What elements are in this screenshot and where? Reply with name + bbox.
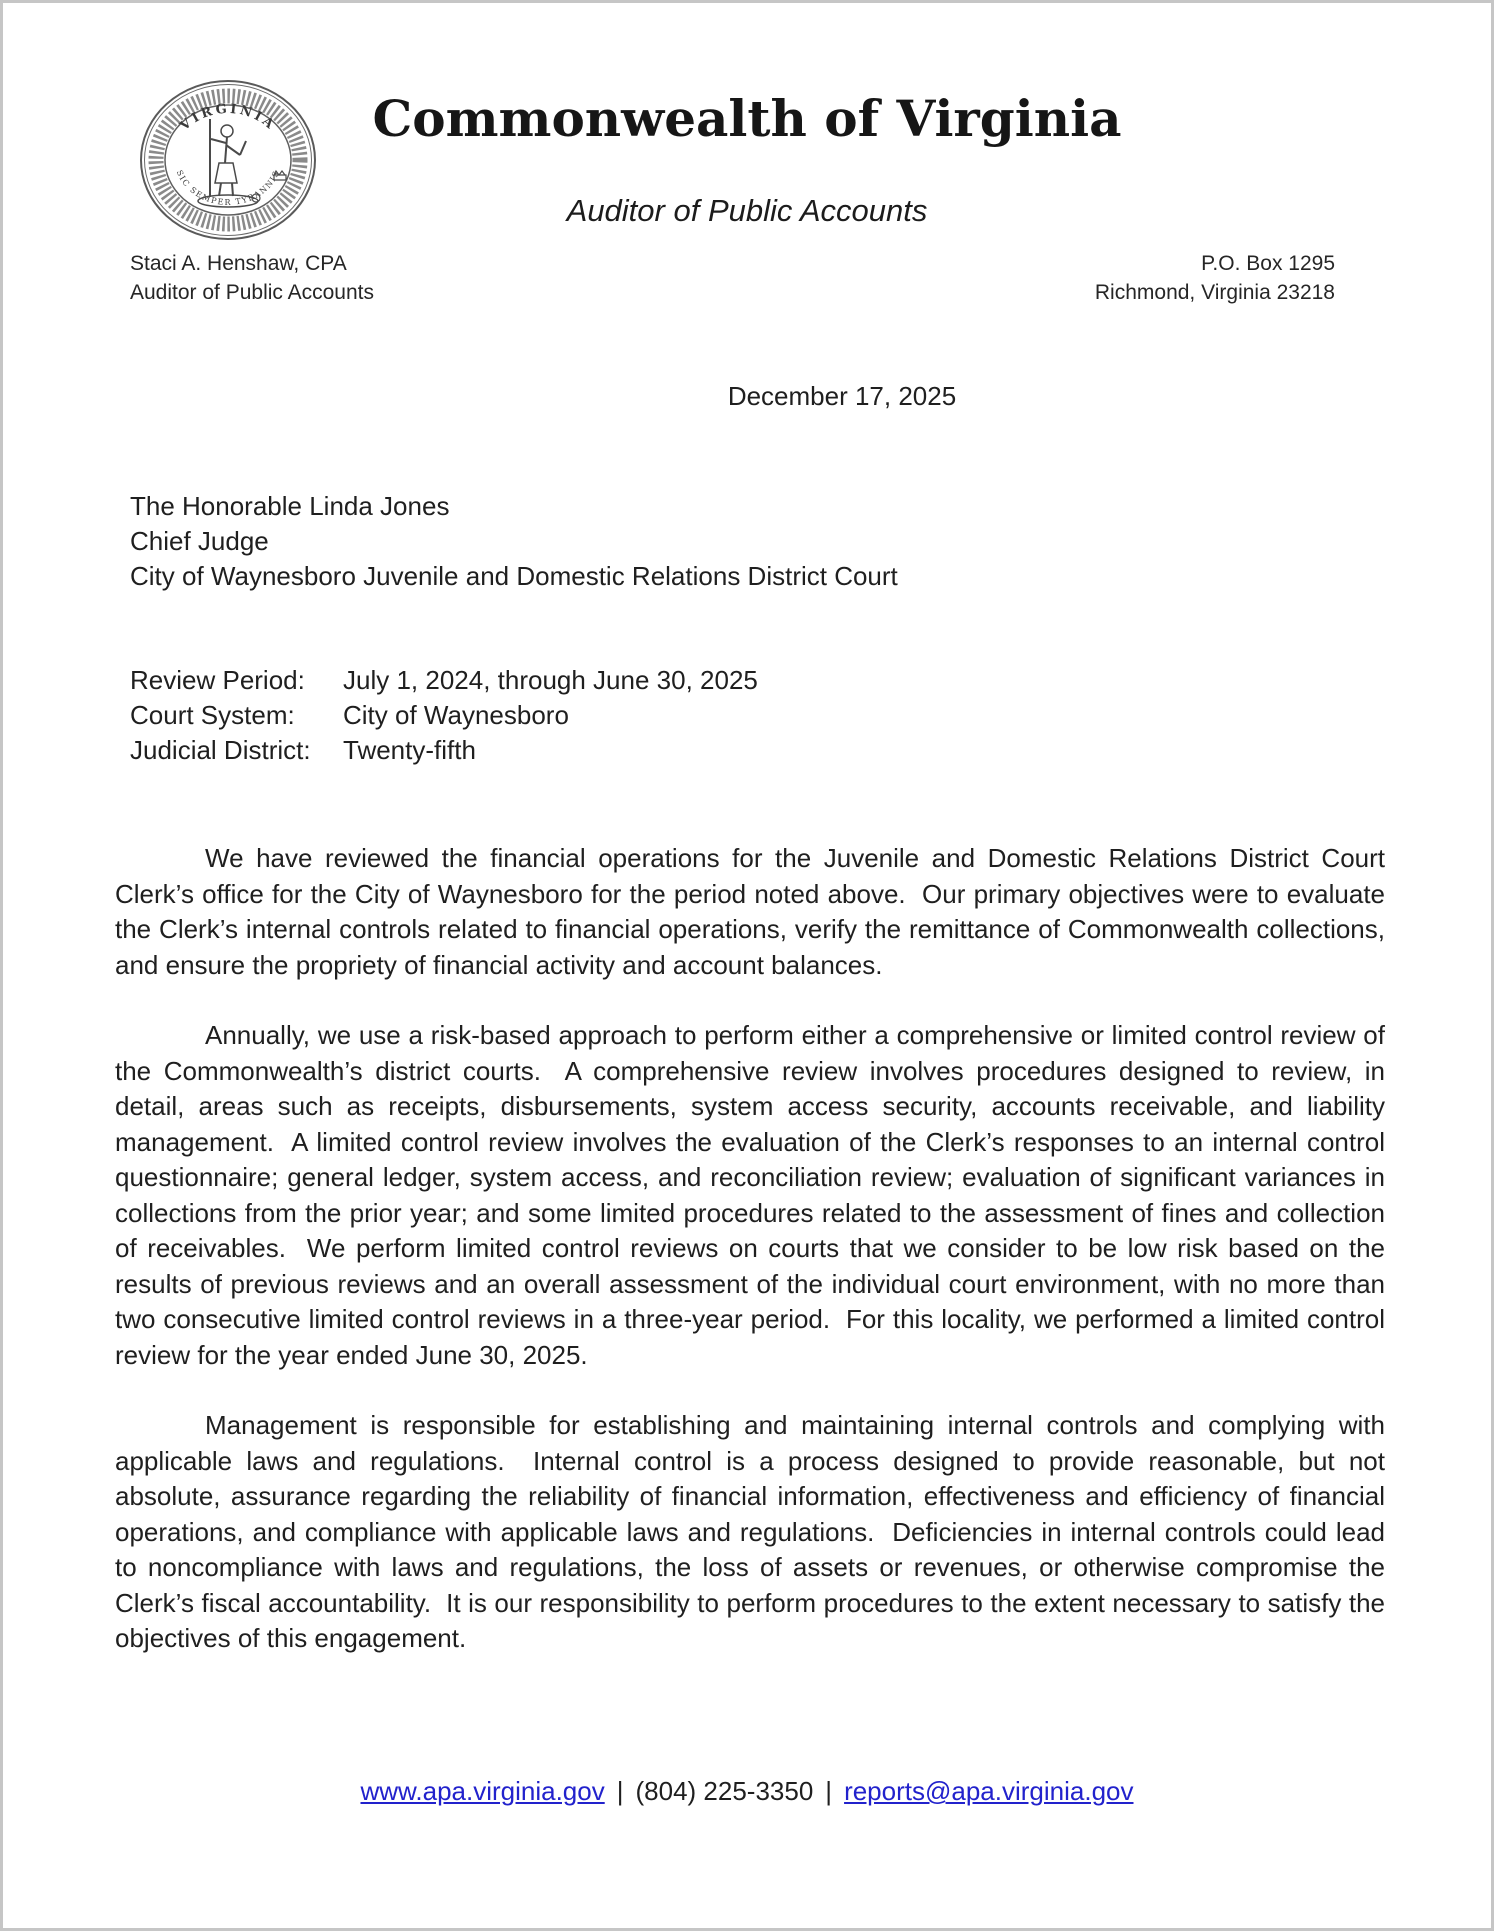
auditor-name: Staci A. Henshaw, CPA	[130, 252, 347, 275]
address-block	[1095, 249, 1335, 307]
court-system-label: Court System:	[130, 700, 295, 730]
footer-separator-1: |	[616, 1776, 624, 1806]
agency-subtitle: Auditor of Public Accounts	[566, 193, 928, 228]
website-link[interactable]: www.apa.virginia.gov	[360, 1776, 605, 1806]
review-period-value: July 1, 2024, through June 30, 2025	[343, 665, 758, 695]
city-state-zip-line: Richmond, Virginia 23218	[1094, 281, 1335, 304]
po-box-line: P.O. Box 1295	[1201, 252, 1335, 275]
body-paragraph-responsibility: Management is responsible for establishing and maintaining internal controls and complying with applicable laws and regulations. Internal control is a process designed to provide reasonable, but not absolute, assurance regarding the reliability of financial information, effectiveness and efficiency of financial operations, and compliance with applicable laws and regulations. Deficiencies in internal controls could lead to noncompliance with laws and regulations, the loss of assets or revenues, or otherwise compromise the Clerk’s fiscal accountability. It is our responsibility to perform procedures to the extent necessary to satisfy the objectives of this engagement.	[115, 1410, 1393, 1653]
commonwealth-title: Commonwealth of Virginia	[372, 89, 1122, 148]
recipient-court: City of Waynesboro Juvenile and Domestic Relations District Court	[130, 561, 898, 591]
footer-contact-line	[3, 1776, 1491, 1807]
review-period-label: Review Period:	[130, 665, 305, 695]
email-link[interactable]: reports@apa.virginia.gov	[844, 1776, 1134, 1806]
letter-date: December 17, 2025	[727, 381, 957, 411]
recipient-name: The Honorable Linda Jones	[130, 491, 450, 521]
judicial-district-value: Twenty-fifth	[343, 735, 476, 765]
auditor-title: Auditor of Public Accounts	[130, 281, 374, 304]
judicial-district-label: Judicial District:	[130, 735, 311, 765]
phone-number: (804) 225-3350	[635, 1776, 814, 1806]
footer-separator-2: |	[825, 1776, 833, 1806]
recipient-block	[130, 489, 898, 594]
review-info-table	[130, 663, 758, 768]
body-paragraph-approach: Annually, we use a risk-based approach to perform either a comprehensive or limited control review of the Commonwealth’s district courts. A comprehensive review involves procedures designed to review, in detail, areas such as receipts, disbursements, system access security, accounts receivable, and liability management. A limited control review involves the evaluation of the Clerk’s responses to an internal control questionnaire; general ledger, system access, and reconciliation review; evaluation of significant variances in collections from the prior year; and some limited procedures related to the assessment of fines and collection of receivables. We perform limited control reviews on courts that we consider to be low risk based on the results of previous reviews and an overall assessment of the individual court environment, with no more than two consecutive limited control reviews in a three-year period. For this locality, we performed a limited control review for the year ended June 30, 2025.	[115, 1020, 1393, 1370]
official-block	[130, 249, 374, 307]
body-paragraph-objectives: We have reviewed the financial operations for the Juvenile and Domestic Relations District Court Clerk’s office for the City of Waynesboro for the period noted above. Our primary objectives were to evaluate the Clerk’s internal controls related to financial operations, verify the remittance of Commonwealth collections, and ensure the propriety of financial activity and account balances.	[115, 843, 1393, 980]
court-system-value: City of Waynesboro	[343, 700, 569, 730]
letter-body	[115, 841, 1393, 1692]
seal-motto-bottom-text: SIC SEMPER TYRANNIS	[174, 168, 282, 207]
recipient-title: Chief Judge	[130, 526, 269, 556]
seal-motto-top-text: VIRGINIA	[177, 101, 279, 134]
